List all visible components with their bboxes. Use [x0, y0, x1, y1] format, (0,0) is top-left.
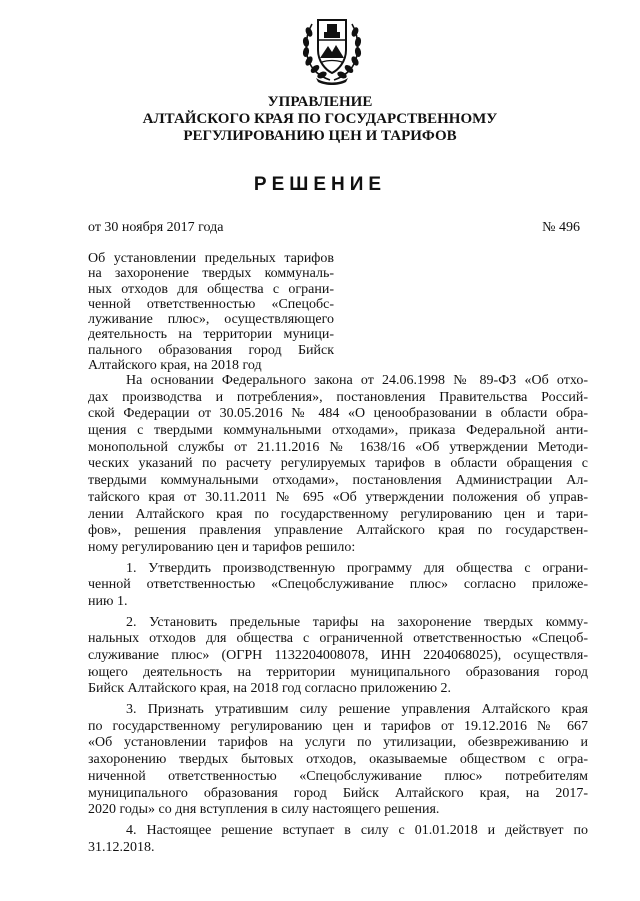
coat-of-arms-emblem [300, 10, 364, 86]
item-1-line: 1. Утвердить производственную программу для общества с ограни- [126, 560, 588, 576]
agency-line: УПРАВЛЕНИЕ [267, 94, 373, 110]
body-line: ской Федерации от 30.05.2016 № 484 «О ценообразовании в области обра- [88, 406, 588, 422]
document-title: РЕШЕНИЕ [253, 174, 387, 195]
altai-coat-of-arms-icon [300, 10, 364, 86]
item-3-line: муниципального образования город Бийск Алтайского края, на 2017- [88, 785, 588, 801]
item-4-line: 31.12.2018. [88, 839, 155, 855]
body-line: дах производства и потребления», постановления Правительства Россий- [88, 389, 588, 405]
document-date: от 30 ноября 2017 года [88, 220, 224, 235]
subject-line: на захоронение твердых коммуналь- [88, 266, 334, 282]
item-3-line: 3. Признать утратившим силу решение управления Алтайского края [126, 702, 588, 718]
item-2-line: 2. Установить предельные тарифы на захоронение твердых комму- [126, 614, 588, 630]
body-line: ному регулированию цен и тарифов решило: [88, 539, 356, 555]
subject-line: пального образования город Бийск [88, 342, 334, 358]
item-4-line: 4. Настоящее решение вступает в силу с 01.01.2018 и действует по [126, 822, 588, 838]
body-line: тайского края от 30.11.2011 № 695 «Об утверждении положения об управ- [88, 489, 588, 505]
item-1-line: ченной ответственностью «Спецобслуживание плюс» согласно приложе- [88, 577, 588, 593]
item-3-line: по государственному регулированию цен и тарифов от 19.12.2016 № 667 [88, 718, 588, 734]
subject-line: луживание плюс», осуществляющего [88, 312, 334, 328]
subject-line: Об установлении предельных тарифов [88, 251, 334, 266]
body-line: ческих указаний по расчету регулируемых тарифов в области обращения с [88, 456, 588, 472]
agency-line: РЕГУЛИРОВАНИЮ ЦЕН И ТАРИФОВ [183, 128, 457, 144]
item-1-line: нию 1. [88, 593, 128, 609]
body-line: На основании Федерального закона от 24.06.1998 № 89-ФЗ «Об отхо- [126, 373, 588, 388]
subject-line: ных отходов для общества с ограни- [88, 281, 334, 297]
document-subject [88, 251, 334, 373]
body-line: фов», решения правления управление Алтайского края по государствен- [88, 523, 588, 539]
item-2-line: Бийск Алтайского края, на 2018 год согласно приложению 2. [88, 681, 452, 697]
document-body [88, 373, 588, 856]
item-2-line: нальных отходов для общества с ограниченной ответственностью «Спецоб- [88, 631, 588, 647]
subject-line: ченной ответственностью «Спецобс- [88, 296, 334, 312]
item-2-line: ющего деятельность на территории муниципального образования город [88, 664, 588, 680]
body-line: монопольной службы от 21.11.2016 № 1638/16 «Об утверждении Методи- [88, 439, 588, 455]
item-3-line: «Об установлении тарифов на услуги по утилизации, обезвреживанию и [88, 735, 588, 751]
item-3-line: 2020 годы» со дня вступления в силу настоящего решения. [88, 802, 440, 818]
body-line: лении Алтайского края по государственному регулированию цен и тари- [88, 506, 588, 522]
agency-line: АЛТАЙСКОГО КРАЯ ПО ГОСУДАРСТВЕННОМУ [142, 111, 498, 127]
item-3-line: ниченной ответственностью «Спецобслуживание плюс» потребителям [88, 768, 588, 784]
document-number: № 496 [542, 220, 580, 235]
body-line: твердыми коммунальными отходами», постановления Администрации Ал- [88, 473, 588, 489]
item-3-line: захоронению твердых бытовых отходов, оказываемые обществом с огра- [88, 752, 588, 768]
subject-line: деятельность на территории муници- [88, 327, 334, 343]
subject-line: Алтайского края, на 2018 год [88, 358, 262, 374]
agency-header [0, 94, 640, 145]
item-2-line: служивание плюс» (ОГРН 1132204008078, ИНН 2204068025), осуществля- [88, 648, 588, 663]
body-line: щения с твердыми коммунальными отходами», приказа Федеральной анти- [88, 423, 588, 439]
